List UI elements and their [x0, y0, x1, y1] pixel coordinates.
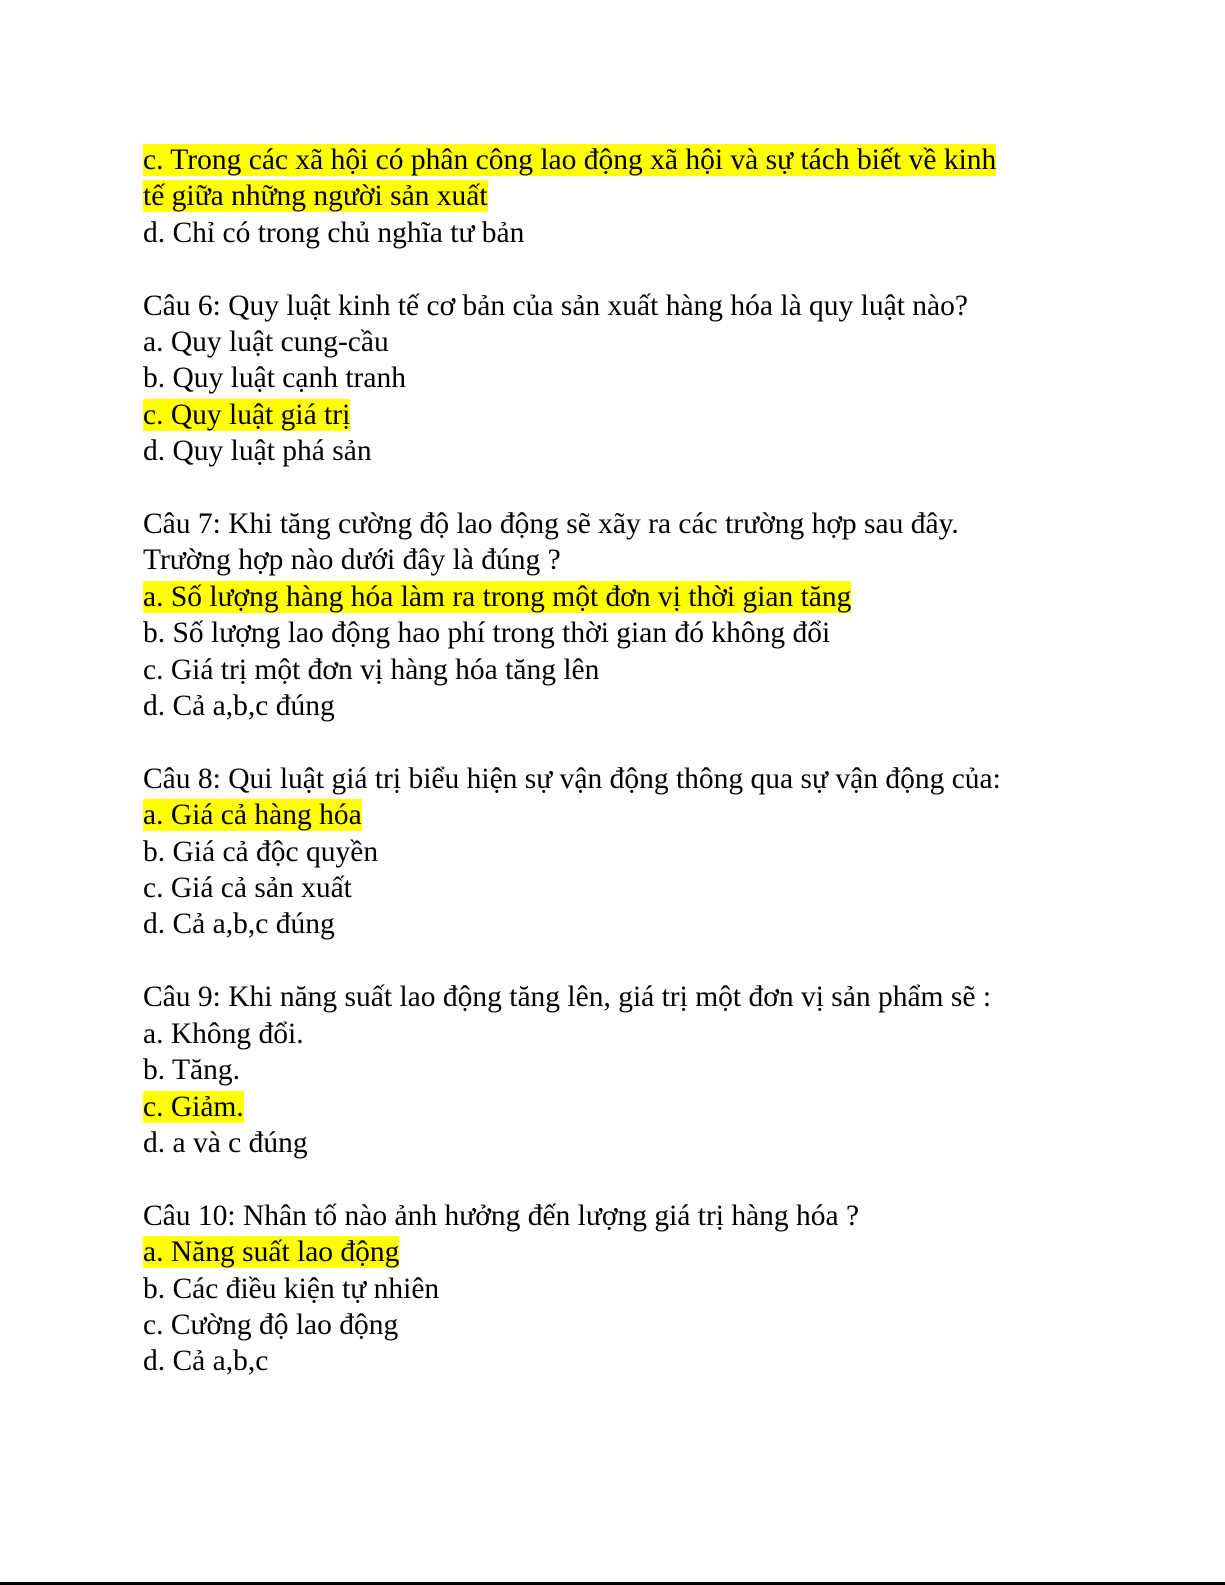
question-6-option-d: d. Quy luật phá sản: [143, 435, 372, 468]
question-8-option-b: b. Giá cả độc quyền: [143, 835, 379, 868]
question-8-text: Câu 8: Qui luật giá trị biểu hiện sự vận động thông qua sự vận động của:: [143, 762, 1001, 795]
question-9-text: Câu 9: Khi năng suất lao động tăng lên, giá trị một đơn vị sản phẩm sẽ :: [143, 981, 992, 1014]
question-7-text: Câu 7: Khi tăng cường độ lao động sẽ xãy ra các trường hợp sau đây.: [143, 508, 959, 541]
question-10-option-c: c. Cường độ lao động: [143, 1308, 399, 1341]
question-7-option-a-correct: a. Số lượng hàng hóa làm ra trong một đơn vị thời gian tăng: [143, 580, 852, 613]
question-9-option-c-correct: c. Giảm.: [143, 1090, 244, 1123]
question-7-option-b: b. Số lượng lao động hao phí trong thời gian đó không đổi: [143, 617, 831, 650]
option-c-correct-continued: tế giữa những người sản xuất: [143, 180, 488, 213]
spacer: [143, 724, 1083, 760]
question-6-option-a: a. Quy luật cung-cầu: [143, 326, 389, 359]
question-6-option-b: b. Quy luật cạnh tranh: [143, 362, 406, 395]
question-8-option-c: c. Giá cả sản xuất: [143, 872, 352, 905]
question-7-option-d: d. Cả a,b,c đúng: [143, 690, 335, 723]
spacer: [143, 470, 1083, 506]
question-10: [143, 1198, 1083, 1380]
spacer: [143, 251, 1083, 287]
question-10-option-a-correct: a. Năng suất lao động: [143, 1236, 400, 1269]
spacer: [143, 1161, 1083, 1197]
option-c-correct: c. Trong các xã hội có phân công lao động xã hội và sự tách biết về kinh: [143, 144, 997, 176]
question-7-option-c: c. Giá trị một đơn vị hàng hóa tăng lên: [143, 653, 600, 686]
question-7-text-continued: Trường hợp nào dưới đây là đúng ?: [143, 544, 561, 577]
question-9-option-b: b. Tăng.: [143, 1054, 240, 1087]
prev-question-options: [143, 142, 1083, 251]
question-10-option-d: d. Cả a,b,c: [143, 1345, 269, 1378]
question-9: [143, 979, 1083, 1161]
question-9-option-d: d. a và c đúng: [143, 1126, 308, 1159]
question-8-option-d: d. Cả a,b,c đúng: [143, 908, 335, 941]
question-7: [143, 506, 1083, 724]
question-6-option-c-correct: c. Quy luật giá trị: [143, 398, 351, 431]
question-8-option-a-correct: a. Giá cả hàng hóa: [143, 799, 362, 832]
question-6-text: Câu 6: Quy luật kinh tế cơ bản của sản xuất hàng hóa là quy luật nào?: [143, 289, 968, 322]
document-body: [143, 142, 1083, 1380]
question-10-text: Câu 10: Nhân tố nào ảnh hưởng đến lượng giá trị hàng hóa ?: [143, 1199, 860, 1232]
question-8: [143, 761, 1083, 943]
spacer: [143, 943, 1083, 979]
question-6: [143, 288, 1083, 470]
question-9-option-a: a. Không đổi.: [143, 1017, 304, 1050]
option-d: d. Chỉ có trong chủ nghĩa tư bản: [143, 216, 525, 249]
question-10-option-b: b. Các điều kiện tự nhiên: [143, 1272, 440, 1305]
